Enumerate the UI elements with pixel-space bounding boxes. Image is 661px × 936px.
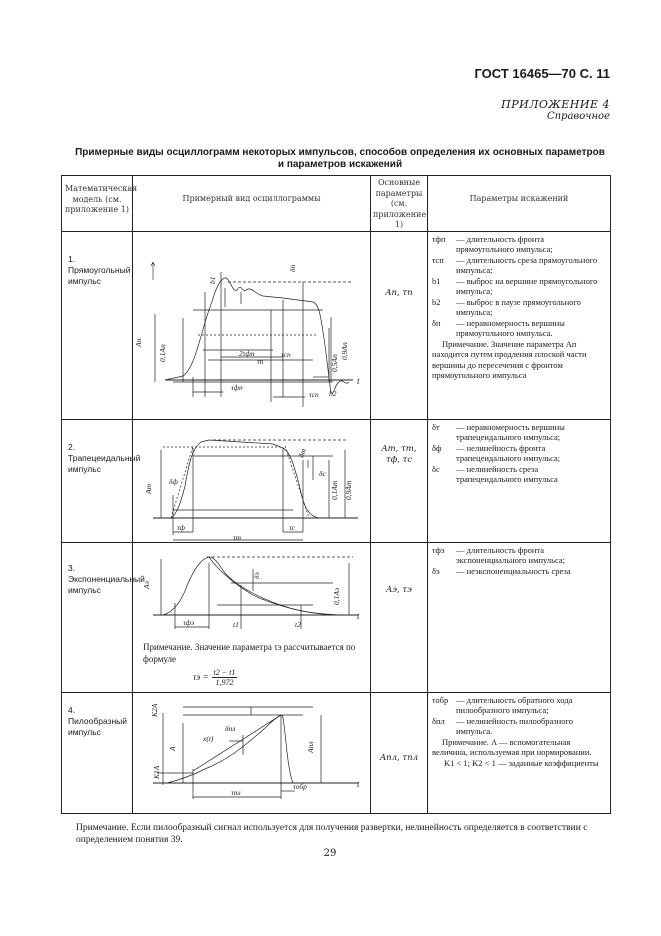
param-text: — неравномерность вершины трапецеидального импульса;	[456, 421, 565, 442]
param-item	[432, 422, 604, 443]
param-text: — нелинейность фронта трапецеидального импульса;	[456, 442, 561, 463]
osc-label-dc: δс	[319, 468, 326, 478]
osc-label-a09: 0,9Aт	[344, 480, 353, 500]
osc-label-a: Aэ	[142, 580, 151, 589]
osc-label-t: t	[357, 375, 360, 386]
table-title	[60, 147, 620, 171]
appendix-label: ПРИЛОЖЕНИЕ 4	[501, 98, 610, 111]
osc-label-a01: 0,1Aт	[330, 480, 339, 500]
param-item	[432, 464, 604, 485]
param-text: — нелинейность среза трапецеидального импульса	[456, 463, 558, 484]
param-note: Примечание. A — вспомогательная величина, используемая при нормировании.	[432, 736, 592, 757]
osc-label-t1: t1	[233, 619, 239, 629]
table-row	[62, 692, 611, 813]
param-note-2: K1 < 1; K2 < 1 — заданные коэффициенты	[444, 757, 599, 768]
formula	[133, 668, 370, 687]
exponential-pulse-oscillogram	[133, 543, 371, 641]
osc-label-a01: 0,1Aп	[158, 343, 167, 362]
param-symbol: δпл	[432, 715, 445, 726]
col-header-model: Математическая модель (см. приложение 1)	[62, 176, 133, 232]
osc-label-tf: τфп	[231, 382, 243, 392]
osc-label-dt: δт	[296, 446, 308, 459]
model-text: 2. Трапецеидальный импульс	[68, 441, 141, 474]
formula-denominator: 1,972	[215, 677, 234, 687]
basic-params-cell	[371, 419, 428, 542]
table-header-row	[62, 176, 611, 232]
title-line-2: и параметров искажений	[277, 159, 403, 170]
param-symbol: δс	[432, 463, 440, 474]
oscillogram-table	[61, 175, 611, 814]
param-symbol: τобр	[432, 694, 449, 705]
osc-label-df: δф	[169, 476, 178, 486]
distortion-params-cell	[428, 542, 611, 692]
osc-label-dp: δп	[288, 264, 297, 272]
table-row	[62, 231, 611, 419]
param-item	[432, 566, 604, 577]
param-symbol: δэ	[432, 565, 440, 576]
osc-label-xt: x(t)	[203, 733, 214, 743]
param-text: — длительность фронта прямоугольного импульса;	[456, 233, 553, 254]
param-text: — выброс на вершине прямоугольного импульса;	[456, 275, 598, 296]
model-cell	[62, 419, 141, 542]
param-text: — длительность обратного хода пилообразного импульса;	[456, 694, 573, 715]
osc-label-tf2: 2τфп	[239, 348, 255, 358]
page-number: 29	[323, 848, 337, 859]
param-symbol: δф	[432, 442, 442, 453]
osc-label-a05: 0,5Aп	[330, 353, 339, 372]
basic-params-text: Aэ, τэ	[386, 584, 412, 595]
model-cell	[62, 692, 133, 813]
param-symbol: b1	[432, 275, 441, 286]
oscillogram-cell	[133, 542, 371, 692]
param-symbol: τфэ	[432, 544, 445, 555]
osc-label-a: Aт	[144, 483, 153, 494]
col-header-basic: Основные параметры (см. приложение 1)	[371, 176, 428, 232]
osc-label-k2a: K2A	[150, 703, 159, 717]
osc-label-tpl: τпл	[231, 787, 241, 797]
model-text: 4. Пилообразный импульс	[68, 704, 128, 737]
param-item	[432, 443, 604, 464]
trapezoid-pulse-oscillogram	[133, 420, 371, 542]
basic-params-text: Aп, τп	[385, 287, 413, 298]
osc-label-tfe: τфэ	[183, 617, 195, 627]
osc-label-t2: t2	[295, 619, 301, 629]
rect-pulse-oscillogram	[133, 232, 371, 419]
osc-note: Примечание. Значение параметра τэ рассчитывается по формуле	[143, 641, 356, 664]
osc-label-apl: Aпл	[306, 740, 315, 753]
distortion-params-cell	[428, 692, 611, 813]
osc-label-a: A	[168, 745, 177, 751]
formula-lhs: τэ =	[193, 672, 209, 682]
table-row	[62, 542, 611, 692]
param-note: Примечание. Значение параметра Aп находится путем продления плоской части вершины до пересечения с фронтом прямоугольного импульса	[432, 338, 587, 380]
osc-label-tf: τф	[177, 522, 186, 532]
osc-label-t: t	[357, 610, 360, 621]
formula-numerator: t2 − t1	[213, 667, 236, 677]
param-text: — нелинейность пилообразного импульса.	[456, 715, 573, 736]
param-symbol: δт	[432, 421, 440, 432]
model-text: 1. Прямоугольный импульс	[68, 253, 131, 286]
basic-params-cell	[371, 692, 428, 813]
osc-label-tc: τс	[289, 522, 296, 532]
param-symbol: δп	[432, 317, 441, 328]
distortion-params-cell	[428, 419, 611, 542]
table-row	[62, 419, 611, 542]
param-item	[432, 255, 604, 276]
osc-label-dpl: δпл	[225, 723, 236, 733]
param-text: — неравномерность вершины прямоугольного импульса.	[456, 317, 565, 338]
basic-params-cell	[371, 231, 428, 419]
param-item	[432, 234, 604, 255]
param-text: — выброс в паузе прямоугольного импульса;	[456, 296, 581, 317]
param-item	[432, 318, 604, 339]
appendix-sub: Справочное	[546, 111, 610, 122]
osc-label-b1: b1	[208, 276, 217, 284]
sawtooth-pulse-oscillogram	[133, 693, 371, 813]
oscillogram-cell	[133, 419, 371, 542]
col-header-distortion: Параметры искажений	[428, 176, 611, 232]
param-symbol: b2	[432, 296, 441, 307]
model-cell	[62, 542, 145, 692]
basic-params-cell	[371, 542, 428, 692]
param-item	[432, 297, 604, 318]
param-item	[432, 716, 604, 737]
osc-label-a01: 0,1Aэ	[332, 587, 341, 605]
model-text: 3. Экспоненциальный импульс	[68, 562, 145, 595]
basic-params-text: Aпл, τпл	[379, 752, 419, 763]
oscillogram-cell	[133, 692, 371, 813]
osc-label-de: δэ	[252, 571, 261, 579]
oscillogram-cell	[133, 231, 371, 419]
formula-fraction	[212, 668, 238, 687]
osc-label-tobr: τобр	[293, 781, 307, 791]
osc-label-tc: τсп	[281, 349, 291, 359]
bottom-note: Примечание. Если пилообразный сигнал используется для получения развертки, нелинейность определяется в соответствии с определением понятия 39.	[76, 823, 588, 845]
model-cell	[62, 231, 133, 419]
osc-label-k1a: K1A	[152, 765, 161, 779]
document-code: ГОСТ 16465—70 С. 11	[474, 66, 610, 81]
title-line-1: Примерные виды осциллограмм некоторых импульсов, способов определения их основных параметров	[75, 147, 605, 158]
param-text: — длительность фронта экспоненциального импульса;	[456, 544, 566, 565]
osc-label-a: Aп	[134, 338, 143, 347]
osc-label-tt: τт	[233, 532, 242, 542]
param-symbol: τсп	[432, 254, 444, 265]
osc-label-a09: 0,9Aп	[340, 341, 349, 360]
osc-label-t: t	[357, 778, 360, 789]
distortion-params-cell	[428, 231, 611, 419]
param-item	[432, 545, 604, 566]
param-item	[432, 695, 604, 716]
osc-label-tp: τп	[257, 356, 264, 366]
osc-label-tc2: τсп	[309, 389, 319, 399]
basic-params-text: Aт, τт, τф, τс	[381, 443, 417, 465]
param-text: — длительность среза прямоугольного импульса;	[456, 254, 598, 275]
osc-label-b2: b2	[329, 388, 337, 398]
param-symbol: τфп	[432, 233, 446, 244]
param-item	[432, 276, 604, 297]
param-text: — неэкспоненциальность среза	[456, 565, 571, 576]
col-header-osc: Примерный вид осциллограммы	[133, 176, 371, 232]
